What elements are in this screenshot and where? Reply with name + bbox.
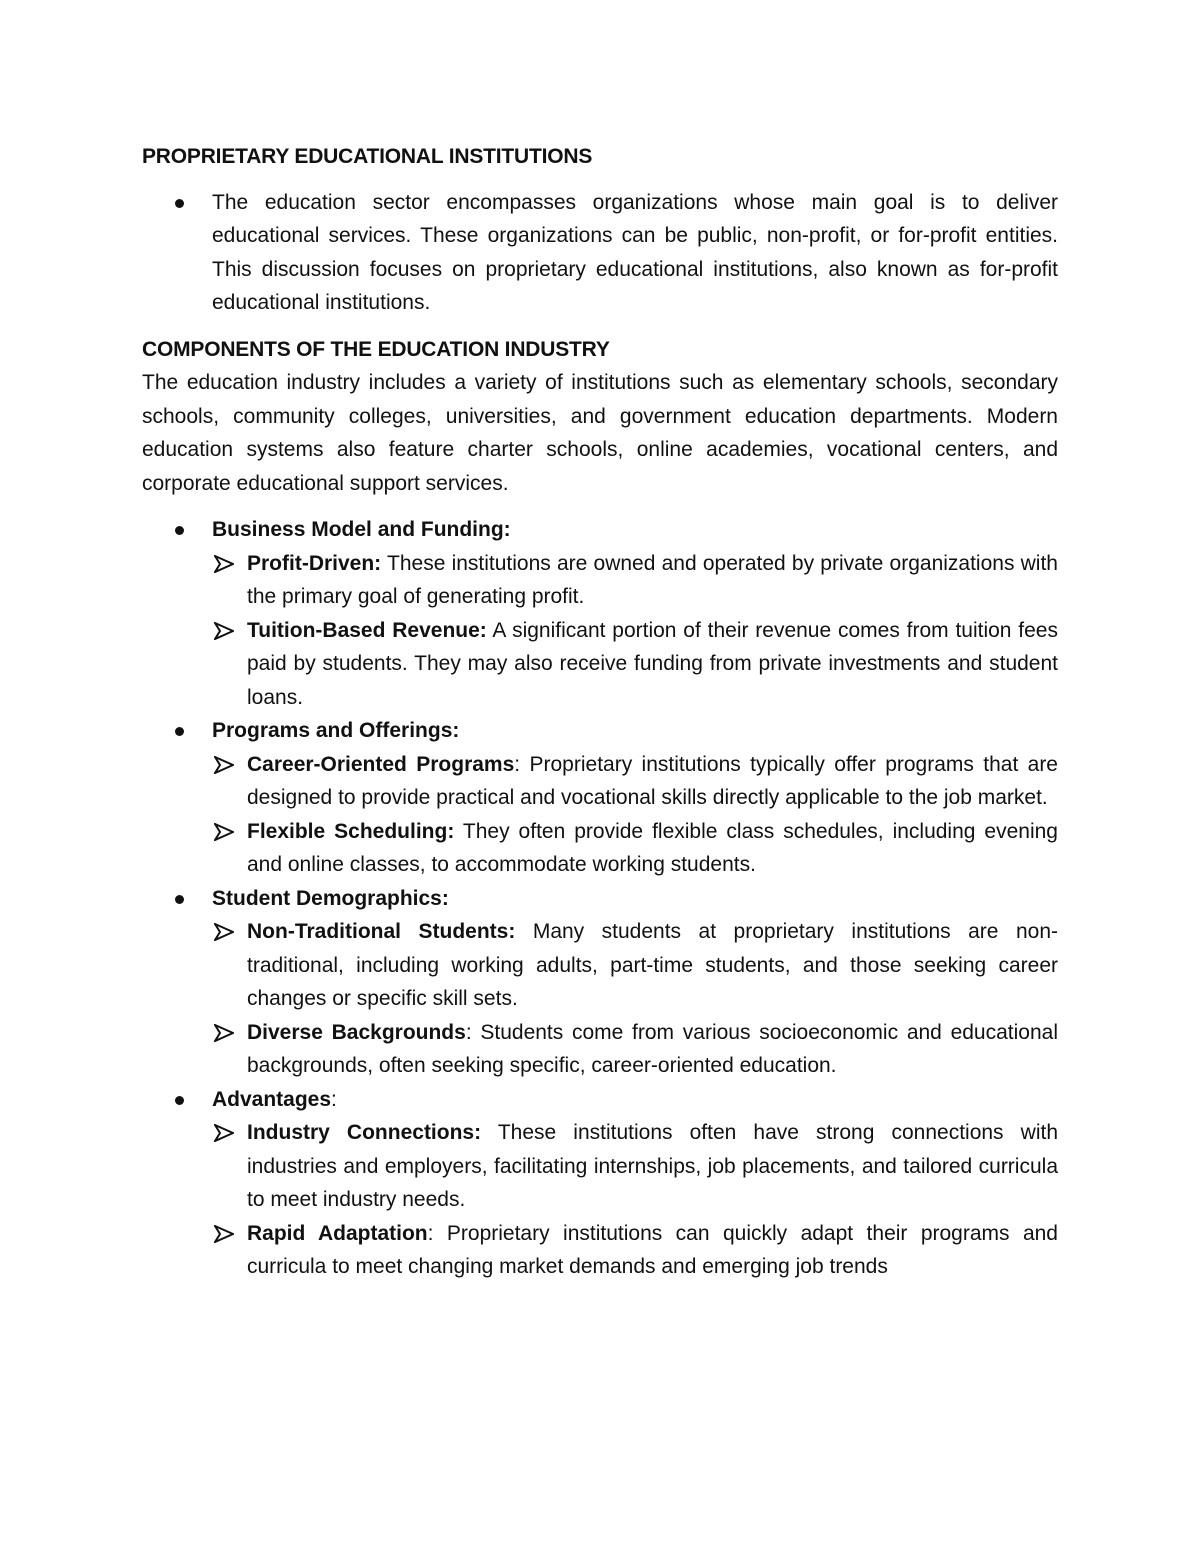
arrowhead-bullet-icon xyxy=(214,823,234,841)
sub-item-non-traditional xyxy=(142,915,1058,1016)
bullet-dot-icon xyxy=(175,895,184,904)
sub-item-term: Rapid Adaptation xyxy=(247,1221,428,1245)
group-demographics xyxy=(142,882,1058,916)
group-business-model-sublist xyxy=(142,547,1058,715)
arrowhead-bullet-icon xyxy=(214,622,234,640)
sub-item-term: Diverse Backgrounds xyxy=(247,1020,466,1044)
sub-item-diverse-backgrounds xyxy=(142,1016,1058,1083)
sub-item-term: Profit-Driven: xyxy=(247,551,382,575)
group-label: Business Model and Funding: xyxy=(212,518,511,541)
group-demographics-sublist-wrap xyxy=(142,915,1058,1083)
group-label-suffix: : xyxy=(331,1087,337,1111)
sub-item-industry-connections xyxy=(142,1116,1058,1217)
sub-item-text: These institutions often have strong connections with industries and employers, facilitating internships, job placements, and tailored curricula to meet industry needs. xyxy=(247,1121,1059,1211)
group-business-model-sublist-wrap xyxy=(142,547,1058,715)
group-programs-sublist-wrap xyxy=(142,748,1058,882)
sub-item-text: : Students come from various socioeconomic and educational backgrounds, often seeking specific, career-oriented education. xyxy=(247,1020,1058,1077)
bullet-dot-icon xyxy=(175,199,184,208)
arrowhead-bullet-icon xyxy=(214,1024,234,1042)
group-label: Advantages xyxy=(212,1087,332,1111)
sub-item-term: Flexible Scheduling: xyxy=(247,819,455,843)
group-advantages-sublist xyxy=(142,1116,1058,1284)
group-programs xyxy=(142,714,1058,748)
intro-bullet-list xyxy=(142,186,1058,320)
sub-item-text: : Proprietary institutions typically offer programs that are designed to provide practical and vocational skills directly applicable to the job market. xyxy=(247,752,1058,809)
sub-item-text: A significant portion of their revenue comes from tuition fees paid by students. They may also receive funding from private investments and student loans. xyxy=(247,618,1058,709)
group-label: Programs and Offerings: xyxy=(212,719,460,742)
arrowhead-bullet-icon xyxy=(214,1225,234,1243)
sub-item-career-programs xyxy=(142,748,1058,815)
section-title-components: COMPONENTS OF THE EDUCATION INDUSTRY xyxy=(142,337,610,361)
sub-item-term: Tuition-Based Revenue: xyxy=(247,618,487,642)
components-intro-paragraph: The education industry includes a variety of institutions such as elementary schools, secondary schools, community colleges, universities, and government education departments. Modern education systems also feature charter schools, online academies, vocational centers, and corporate educational support services. xyxy=(142,371,1058,495)
document-page xyxy=(142,140,1058,1284)
group-advantages-sublist-wrap xyxy=(142,1116,1058,1284)
intro-bullet-text: The education sector encompasses organizations whose main goal is to deliver educational services. These organizations can be public, non-profit, or for-profit entities. This discussion focuses on proprietary educational institutions, also known as for-profit educational institutions. xyxy=(212,190,1058,314)
sub-item-text: : Proprietary institutions can quickly adapt their programs and curricula to meet changing market demands and emerging job trends xyxy=(247,1221,1058,1278)
sub-item-flexible-scheduling xyxy=(142,815,1058,882)
bullet-dot-icon xyxy=(175,526,184,535)
arrowhead-bullet-icon xyxy=(214,756,234,774)
sub-item-profit-driven xyxy=(142,547,1058,614)
sub-item-rapid-adaptation xyxy=(142,1217,1058,1284)
sub-item-text: They often provide flexible class schedules, including evening and online classes, to accommodate working students. xyxy=(247,819,1058,876)
group-advantages xyxy=(142,1083,1058,1117)
arrowhead-bullet-icon xyxy=(214,555,234,573)
sub-item-tuition-revenue xyxy=(142,614,1058,715)
sub-item-term: Industry Connections: xyxy=(247,1121,482,1144)
sub-item-term: Career-Oriented Programs xyxy=(247,752,515,776)
group-demographics-sublist xyxy=(142,915,1058,1083)
arrowhead-bullet-icon xyxy=(214,1124,234,1142)
sub-item-text: These institutions are owned and operated by private organizations with the primary goal of generating profit. xyxy=(247,551,1058,608)
sub-item-text: Many students at proprietary institutions are non-traditional, including working adults, part-time students, and those seeking career changes or specific skill sets. xyxy=(247,920,1059,1010)
group-programs-sublist xyxy=(142,748,1058,882)
bullet-dot-icon xyxy=(175,727,184,736)
intro-bullet xyxy=(142,186,1058,320)
group-label: Student Demographics: xyxy=(212,886,449,910)
sub-item-term: Non-Traditional Students: xyxy=(247,920,516,943)
arrowhead-bullet-icon xyxy=(214,923,234,941)
bullet-dot-icon xyxy=(175,1096,184,1105)
components-bullet-list xyxy=(142,513,1058,1284)
section-title-proprietary: PROPRIETARY EDUCATIONAL INSTITUTIONS xyxy=(142,145,593,168)
group-business-model xyxy=(142,513,1058,547)
